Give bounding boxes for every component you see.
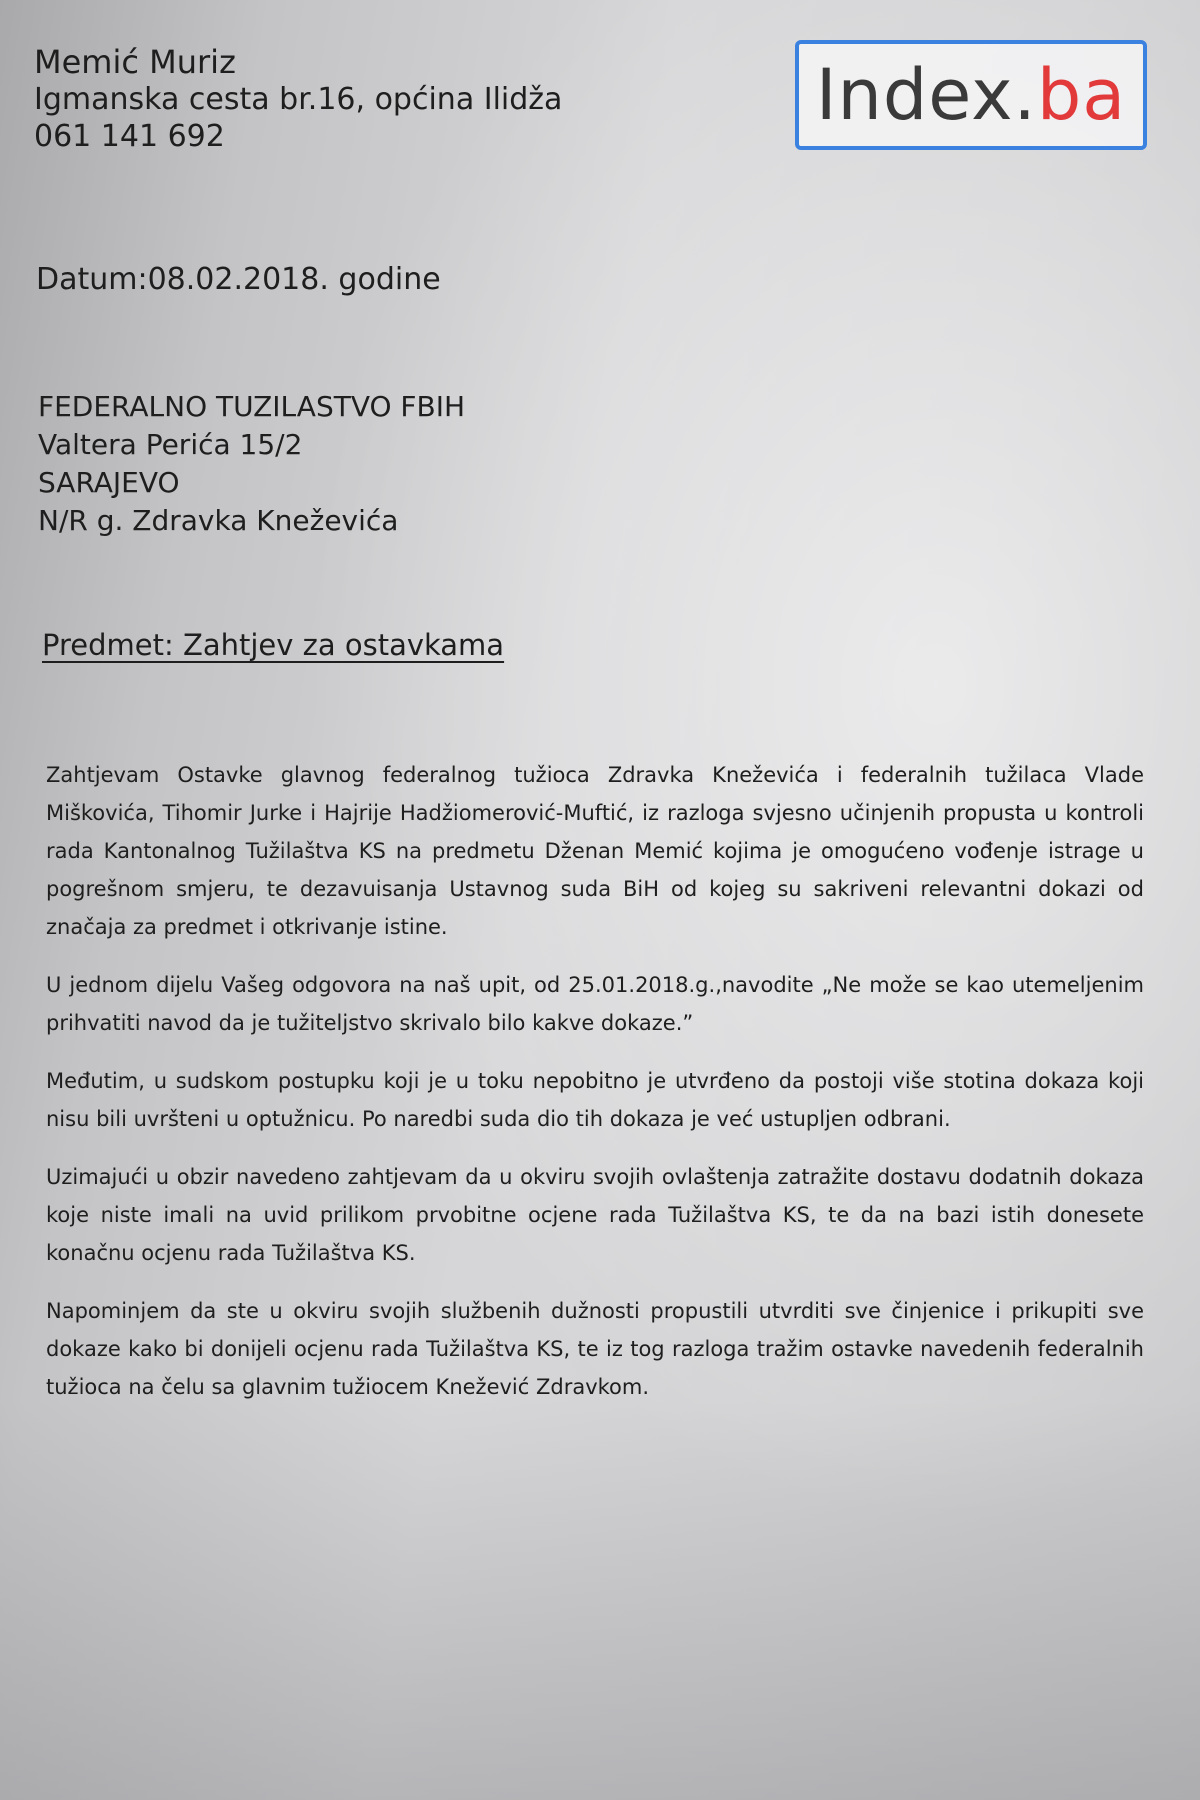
sender-block (34, 44, 562, 155)
body-paragraph: Napominjem da ste u okviru svojih službenih dužnosti propustili utvrditi sve činjenice i prikupiti sve dokaze kako bi donijeli ocjenu rada Tužilaštva KS, te iz tog razloga tražim ostavke navedenih federalnih tužioca na čelu sa glavnim tužiocem Knežević Zdravkom. (46, 1299, 1144, 1399)
recipient-street: Valtera Perića 15/2 (38, 428, 303, 461)
logo-text-accent: ba (1036, 54, 1127, 136)
body-paragraph: Međutim, u sudskom postupku koji je u toku nepobitno je utvrđeno da postoji više stotina dokaza koji nisu bili uvršteni u optužnicu. Po naredbi suda dio tih dokaza je već ustupljen odbrani. (46, 1069, 1144, 1131)
letter-subject: Predmet: Zahtjev za ostavkama (42, 628, 505, 662)
sender-address: Igmanska cesta br.16, općina Ilidža (34, 82, 563, 117)
index-ba-watermark-logo (795, 40, 1147, 150)
body-paragraph: U jednom dijelu Vašeg odgovora na naš upit, od 25.01.2018.g.,navodite „Ne može se kao utemeljenim prihvatiti navod da je tužiteljstvo skrivalo bilo kakve dokaze.” (46, 973, 1144, 1035)
letter-body (46, 756, 1144, 1426)
sender-name: Memić Muriz (34, 43, 236, 81)
recipient-block (38, 388, 465, 540)
recipient-institution: FEDERALNO TUZILASTVO FBIH (38, 390, 466, 423)
body-paragraph: Zahtjevam Ostavke glavnog federalnog tužioca Zdravka Kneževića i federalnih tužilaca Vlade Miškovića, Tihomir Jurke i Hajrije Hadžiomerović-Muftić, iz razloga svjesno učinjenih propusta u kontroli rada Kantonalnog Tužilaštva KS na predmetu Dženan Memić kojima je omogućeno vođenje istrage u pogrešnom smjeru, te dezavuisanja Ustavnog suda BiH od kojeg su sakriveni relevantni dokazi od značaja za predmet i otkrivanje istine. (46, 763, 1144, 939)
recipient-attention: N/R g. Zdravka Kneževića (38, 504, 399, 537)
logo-text-main: Index. (815, 54, 1037, 136)
body-paragraph: Uzimajući u obzir navedeno zahtjevam da u okviru svojih ovlaštenja zatražite dostavu dodatnih dokaza koje niste imali na uvid prilikom prvobitne ocjene rada Tužilaštva KS, te da na bazi istih donesete konačnu ocjenu rada Tužilaštva KS. (46, 1165, 1144, 1265)
sender-phone: 061 141 692 (34, 119, 225, 154)
recipient-city: SARAJEVO (38, 466, 180, 499)
letter-date: Datum:08.02.2018. godine (36, 262, 441, 297)
